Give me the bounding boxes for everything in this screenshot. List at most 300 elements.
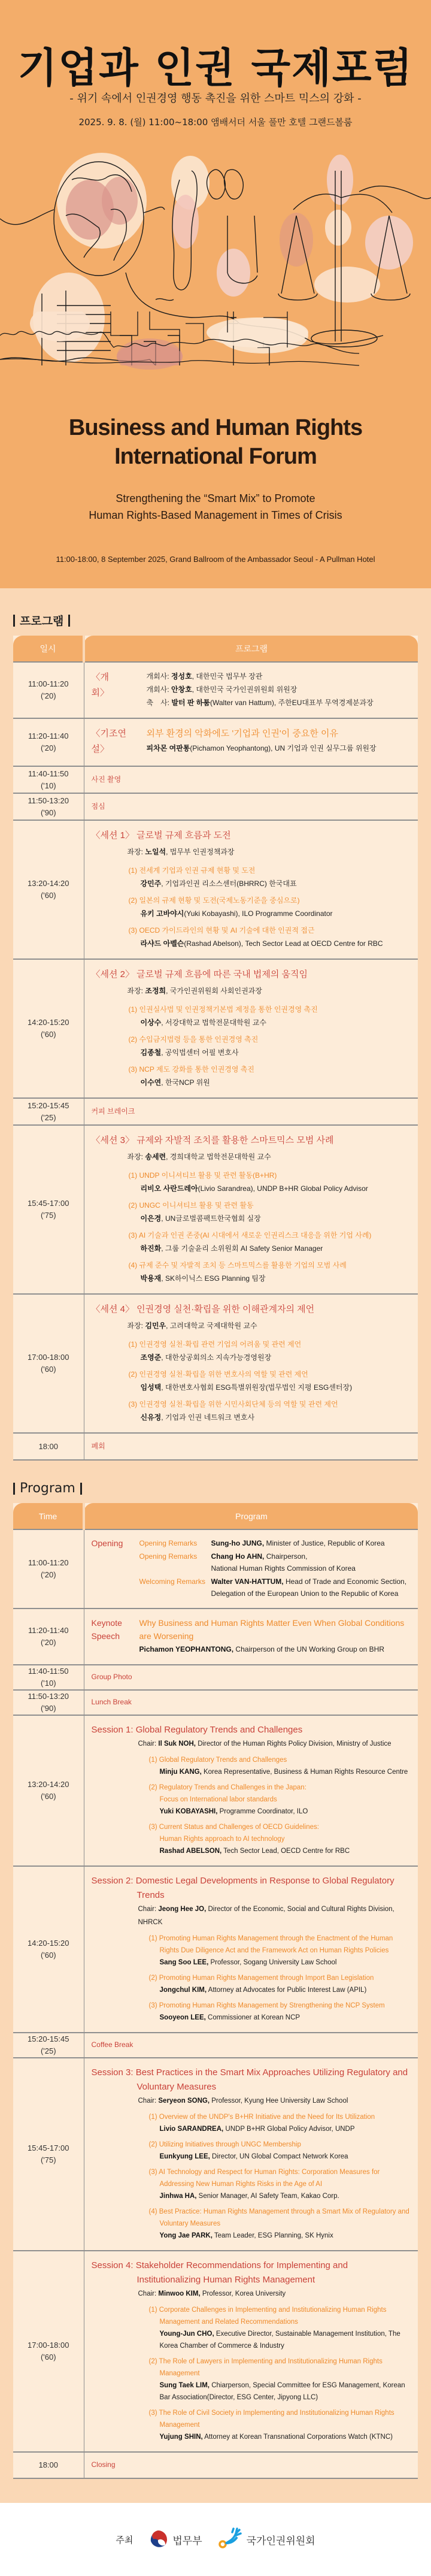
list-item	[92, 1033, 412, 1059]
duration: ('20)	[40, 1638, 56, 1647]
session-title	[92, 1874, 412, 1903]
chair-label: Chair:	[138, 1740, 159, 1747]
speaker-name: 하진화	[140, 1244, 162, 1253]
chair-label: Chair:	[138, 1906, 159, 1913]
time-range: 17:00-18:00	[28, 1353, 69, 1362]
program-cell: Coffee Break	[84, 2033, 418, 2058]
keynote-label-line2: Speech	[91, 1631, 120, 1641]
time-cell	[13, 1294, 84, 1433]
table-row-session1	[13, 820, 418, 959]
session-label: Session 4:	[91, 2260, 133, 2270]
duration: ('20)	[40, 743, 56, 752]
chair-desc: , 법무부 인권정책과장	[166, 848, 235, 856]
speaker-desc: Programme Coordinator, ILO	[217, 1808, 308, 1815]
speaker-desc-2: National Human Rights Commission of Korea	[211, 1564, 356, 1573]
talk-title: (2) 인권경영 실천·확립을 위한 변호사의 역할 및 관련 제언	[128, 1370, 308, 1378]
chair-label: 좌장:	[127, 987, 145, 995]
list-item	[92, 2139, 412, 2163]
chair-name: 조정희	[145, 987, 166, 995]
speaker-name: Yong Jae PARK,	[159, 2232, 213, 2239]
table-row-coffee	[13, 2033, 418, 2058]
chair-desc: Professor, Korea University	[200, 2290, 286, 2297]
speaker-desc: (Walter van Hattum), 주한EU대표부 무역경제분과장	[210, 699, 374, 707]
cityscape-line-icon	[0, 312, 431, 371]
session-title: 〈세션 3〉 규제와 자발적 조치를 활용한 스마트믹스 모범 사례	[91, 1135, 334, 1145]
program-cell: 사진 촬영	[84, 766, 418, 793]
opening-label: Opening	[91, 1538, 123, 1548]
keynote-label	[92, 1616, 139, 1656]
talk-title: (3) OECD 가이드라인의 현황 및 AI 기술에 대한 인권적 접근	[128, 926, 315, 935]
talk-title: (2) Regulatory Trends and Challenges in the Japan:	[148, 1784, 306, 1791]
korean-program-table	[13, 636, 418, 1461]
chair-label: 좌장:	[127, 848, 145, 856]
speaker-desc: Team Leader, ESG Planning, SK Hynix	[212, 2232, 333, 2239]
time-cell	[13, 2251, 84, 2452]
heading-bar-left	[13, 615, 15, 627]
time-range: 11:40-11:50	[28, 769, 69, 778]
talk-title: (3) NCP 제도 강화를 통한 인권경영 촉진	[128, 1065, 254, 1074]
session-label: Session 2:	[91, 1876, 133, 1886]
table-row-session2	[13, 1866, 418, 2033]
talk-title: (1) UNDP 이니셔티브 활용 및 관련 활동(B+HR)	[128, 1171, 277, 1180]
list-item	[92, 1398, 412, 1424]
speaker-name: 이수연	[140, 1078, 162, 1087]
list-item	[92, 924, 412, 950]
duration: ('25)	[40, 1112, 56, 1122]
talk-title: (1) Corporate Challenges in Implementing and Institutionalizing Human Rights Management and Related Recommendations	[148, 2306, 387, 2326]
table-row-opening	[13, 662, 418, 718]
list-item	[92, 2000, 412, 2024]
english-program-heading	[13, 1481, 418, 1496]
list-item	[92, 1199, 412, 1225]
host-label: 주최	[116, 2534, 133, 2545]
duration: ('60)	[40, 1030, 56, 1039]
talk-title-2: Human Rights approach to AI technology	[159, 1836, 285, 1843]
keynote-label-line1: Keynote	[91, 1618, 122, 1628]
duration: ('60)	[40, 1951, 56, 1960]
speaker-desc: Attorney at Advocates for Public Interest Law (APIL)	[207, 1987, 367, 1994]
session-title-text: Global Regulatory Trends and Challenges	[135, 1725, 303, 1735]
speaker-name: Chang Ho AHN,	[211, 1552, 265, 1561]
duration: ('75)	[40, 1211, 56, 1220]
time-range: 11:40-11:50	[28, 1667, 69, 1676]
time-range: 11:20-11:40	[28, 731, 69, 740]
chair-desc: Professor, Kyung Hee University Law School	[210, 2097, 348, 2105]
chair-name: Minwoo KIM,	[158, 2290, 201, 2297]
speaker-name: 김종철	[140, 1048, 162, 1057]
speaker-name: Jinhwa HA,	[159, 2193, 197, 2200]
session-title	[92, 2258, 412, 2287]
speaker-desc: , 대한변호사협회 ESG특별위원장(법무법인 지평 ESG센터장)	[161, 1383, 353, 1392]
list-item	[92, 1259, 412, 1285]
keynote-label: 〈기조연설〉	[91, 728, 126, 754]
table-row-photo	[13, 766, 418, 793]
time-cell	[13, 662, 84, 718]
duration: ('60)	[40, 1792, 56, 1801]
duration: ('10)	[40, 781, 56, 790]
list-item	[92, 1782, 412, 1818]
english-subtitle	[0, 490, 431, 524]
speaker-name: 라샤드 아벨슨	[140, 939, 184, 948]
speaker-desc: Director, UN Global Compact Network Korea	[210, 2153, 348, 2160]
session-label: Session 1:	[91, 1725, 133, 1735]
nhrck-logo	[218, 2527, 315, 2551]
list-item	[92, 864, 412, 890]
talk-title: (2) Utilizing Initiatives through UNGC Membership	[148, 2141, 301, 2148]
english-date-venue: 11:00-18:00, 8 September 2025, Grand Ballroom of the Ambassador Seoul - A Pullman Hotel	[56, 555, 375, 564]
speaker-desc: Executive Director, Sustainable Management Institution, The Korea Chamber of Commerce & Industry	[159, 2330, 400, 2350]
speaker-desc: , 서강대학교 법학전문대학원 교수	[161, 1018, 266, 1027]
speaker-desc: Commissioner at Korean NCP	[205, 2014, 301, 2021]
talk-title: (2) UNGC 이니셔티브 활용 및 관련 활동	[128, 1201, 254, 1210]
hand-logo-icon	[218, 2527, 242, 2551]
chair-name: Seryeon SONG,	[158, 2097, 210, 2105]
program-cell: 점심	[84, 793, 418, 820]
time-range: 11:00-11:20	[28, 1558, 69, 1567]
session-title: 〈세션 4〉 인권경영 실천·확립을 위한 이해관계자의 제언	[91, 1304, 315, 1314]
role: Opening Remarks	[139, 1539, 198, 1547]
list-item	[92, 894, 412, 920]
english-date-band	[0, 551, 431, 588]
time-range: 14:20-15:20	[28, 1018, 69, 1027]
table-row-lunch	[13, 1690, 418, 1715]
chair-name: Il Suk NOH,	[158, 1740, 196, 1747]
time-range: 11:50-13:20	[28, 796, 69, 805]
korean-subtitle: - 위기 속에서 인권경영 행동 촉진을 위한 스마트 믹스의 강화 -	[69, 92, 362, 105]
chair-desc: Director of the Economic, Social and Cultural Rights Division, NHRCK	[138, 1906, 394, 1926]
time-range: 11:50-13:20	[28, 1692, 69, 1701]
time-range: 17:00-18:00	[28, 2341, 69, 2350]
program-cell	[84, 1609, 418, 1665]
session-title-text: Stakeholder Recommendations for Implementing and Institutionalizing Human Rights Management	[135, 2260, 348, 2285]
time-range: 13:20-14:20	[28, 1780, 69, 1789]
program-cell	[84, 1294, 418, 1433]
korean-program-heading	[13, 612, 418, 628]
session-label: Session 3:	[91, 2067, 133, 2078]
talk-title: (2) 수입금지법령 등을 통한 인권경영 촉진	[128, 1035, 259, 1044]
speaker-desc: Korea Representative, Business & Human Rights Resource Centre	[201, 1768, 408, 1776]
speaker-name: 안창호	[171, 685, 192, 694]
time-range: 14:20-15:20	[28, 1939, 69, 1948]
program-cell: 커피 브레이크	[84, 1098, 418, 1125]
speaker-desc: , 대한민국 국가인권위원회 위원장	[192, 685, 298, 694]
duration: ('90)	[40, 808, 56, 817]
table-row-session3	[13, 2058, 418, 2251]
speaker-name: 리비오 사란드레아	[140, 1184, 198, 1193]
session-title-text: Domestic Legal Developments in Response to Global Regulatory Trends	[135, 1876, 394, 1900]
speaker-desc: UNDP B+HR Global Policy Advisor, UNDP	[223, 2125, 355, 2133]
taeguk-emblem-icon	[148, 2529, 168, 2550]
speaker-name: Sung Taek LIM,	[159, 2382, 210, 2389]
speaker-desc: Head of Trade and Economic Section,	[283, 1577, 407, 1586]
chair-name: Jeong Hee JO,	[158, 1906, 207, 1913]
korean-date-venue: 2025. 9. 8. (월) 11:00~18:00 앰배서더 서울 풀만 호텔 그랜드볼룸	[78, 117, 353, 128]
program-cell: Group Photo	[84, 1665, 418, 1690]
talk-title-2: Focus on International labor standards	[159, 1796, 277, 1803]
time-cell	[13, 2033, 84, 2058]
time-range: 15:45-17:00	[28, 2143, 69, 2152]
keynote-title: 외부 환경의 악화에도 '기업과 인권'이 중요한 이유	[146, 728, 339, 739]
program-cell	[84, 959, 418, 1098]
chair-desc: , 국가인권위원회 사회인권과장	[166, 987, 262, 995]
program-cell	[84, 718, 418, 766]
duration: ('75)	[40, 2155, 56, 2164]
list-item	[92, 2304, 412, 2352]
program-cell	[84, 2058, 418, 2251]
time-cell	[13, 1529, 84, 1609]
heading-bar-right	[80, 1483, 82, 1495]
list-item	[92, 1972, 412, 1996]
list-item	[92, 1003, 412, 1029]
list-item	[92, 2166, 412, 2202]
speaker-desc: Chairperson,	[264, 1552, 308, 1561]
program-cell	[84, 1125, 418, 1294]
time-cell	[13, 1609, 84, 1665]
korean-title: 기업과 인권 국제포럼	[17, 45, 414, 92]
talk-title: (2) The Role of Lawyers in Implementing and Institutionalizing Human Rights Management	[148, 2358, 383, 2377]
session-title: 〈세션 1〉 글로벌 규제 흐름과 도전	[91, 830, 231, 840]
talk-title: (3) The Role of Civil Society in Implementing and Institutionalizing Human Rights Management	[148, 2409, 394, 2429]
duration: ('10)	[40, 1679, 56, 1688]
list-item	[92, 1368, 412, 1394]
role: 개회사:	[146, 672, 171, 681]
session-title-text: Best Practices in the Smart Mix Approaches Utilizing Regulatory and Voluntary Measures	[135, 2067, 408, 2092]
english-title	[0, 413, 431, 471]
chair-desc: , 경희대학교 법학전문대학원 교수	[166, 1153, 271, 1161]
speaker-desc: , SK하이닉스 ESG Planning 팀장	[161, 1274, 266, 1283]
chair-desc: Director of the Human Rights Policy Division, Ministry of Justice	[196, 1740, 391, 1747]
program-cell	[84, 1715, 418, 1866]
duration: ('60)	[40, 891, 56, 900]
footer-hosts	[0, 2503, 431, 2576]
list-item	[92, 1933, 412, 1969]
time-cell	[13, 1690, 84, 1715]
table-row-session4	[13, 1294, 418, 1433]
speaker-name: 조영준	[140, 1353, 162, 1362]
program-cell: Closing	[84, 2452, 418, 2478]
speaker-name: Young-Jun CHO,	[159, 2330, 214, 2338]
chair-name: 김민우	[145, 1322, 166, 1330]
list-item	[92, 2356, 412, 2403]
speaker-name: Sung-ho JUNG,	[211, 1539, 265, 1547]
heading-bar-right	[68, 615, 70, 627]
table-row-closing	[13, 1433, 418, 1460]
speaker-name: 피차몬 여판통	[146, 744, 190, 752]
speaker-desc: (Yuki Kobayashi), ILO Programme Coordinator	[184, 909, 333, 918]
speaker-name: 발터 판 하툼	[171, 699, 210, 707]
list-item	[92, 1338, 412, 1364]
duration: ('90)	[40, 1704, 56, 1713]
time-range: 11:20-11:40	[28, 1626, 69, 1635]
table-row-coffee	[13, 1098, 418, 1125]
table-row-closing	[13, 2452, 418, 2478]
speaker-name: Rashad ABELSON,	[159, 1848, 222, 1855]
table-row-lunch	[13, 793, 418, 820]
talk-title: (2) Promoting Human Rights Management through Import Ban Legislation	[148, 1975, 374, 1982]
chair-name: 송세련	[145, 1153, 166, 1161]
ministry-of-justice-name: 법무부	[172, 2535, 202, 2547]
time-range: 15:45-17:00	[28, 1199, 69, 1208]
opening-label: 〈개 회〉	[91, 672, 128, 698]
talk-title: (3) Promoting Human Rights Management by Strengthening the NCP System	[148, 2002, 385, 2009]
speaker-name: 신유정	[140, 1413, 162, 1422]
talk-title: (1) Global Regulatory Trends and Challenges	[148, 1756, 287, 1764]
time-cell	[13, 1665, 84, 1690]
speaker-desc: Chairperson of the UN Working Group on BHR	[233, 1645, 384, 1653]
time-cell	[13, 959, 84, 1098]
talk-title: (3) 인권경영 실천·확립을 위한 시민사회단체 등의 역할 및 관련 제언	[128, 1400, 338, 1408]
list-item	[92, 1229, 412, 1255]
table-row-keynote	[13, 718, 418, 766]
role: Opening Remarks	[139, 1552, 198, 1561]
speaker-name: 박용재	[140, 1274, 162, 1283]
header-time: Time	[13, 1503, 84, 1529]
talk-title: (1) Overview of the UNDP's B+HR Initiative and the Need for Its Utilization	[148, 2114, 375, 2121]
session-title	[92, 2066, 412, 2094]
ministry-of-justice-logo	[148, 2529, 202, 2550]
program-cell	[84, 1529, 418, 1609]
table-row-opening	[13, 1529, 418, 1609]
speaker-name: 유키 고바야시	[140, 909, 184, 918]
time-cell	[13, 793, 84, 820]
header-time: 일시	[13, 636, 84, 662]
speaker-desc: , 한국NCP 위원	[161, 1078, 210, 1087]
program-cell	[84, 662, 418, 718]
talk-title: (1) Promoting Human Rights Management through the Enactment of the Human Rights Due Diligence Act and the Framework Act on Human Rights Policies	[148, 1935, 393, 1954]
speaker-desc: Senior Manager, AI Safety Team, Kakao Corp.	[196, 2193, 339, 2200]
table-row-photo	[13, 1665, 418, 1690]
speaker-desc: Professor, Sogang University Law School	[208, 1959, 337, 1966]
speaker-name: Livio SARANDREA,	[159, 2125, 224, 2133]
duration: ('25)	[40, 2046, 56, 2055]
talk-title: (3) AI 기술과 인권 존중(AI 시대에서 새로운 인권리스크 대응을 위한 기업 사례)	[128, 1231, 372, 1239]
speaker-name: 이은경	[140, 1214, 162, 1223]
talk-title: (4) 규제 준수 및 자발적 조치 등 스마트믹스를 활용한 기업의 모범 사례	[128, 1261, 347, 1269]
speaker-desc: (Pichamon Yeophantong), UN 기업과 인권 실무그룹 위원장	[190, 744, 377, 752]
program-section	[0, 588, 431, 2503]
program-cell	[84, 2251, 418, 2452]
speaker-desc: , 공익법센터 어필 변호사	[161, 1048, 239, 1057]
time-cell	[13, 1866, 84, 2033]
talk-title: (1) 인권경영 실천·확립 관련 기업의 어려움 및 관련 제언	[128, 1340, 302, 1349]
session-title: 〈세션 2〉 글로벌 규제 흐름에 따른 국내 법제의 움직임	[91, 969, 308, 979]
role: 축 사:	[146, 699, 172, 707]
speaker-name: Jongchul KIM,	[159, 1987, 207, 1994]
talk-title: (1) 인권실사법 및 인권정책기본법 제정을 통한 인권경영 촉진	[128, 1005, 318, 1014]
table-row-keynote	[13, 1609, 418, 1665]
speaker-desc: (Rashad Abelson), Tech Sector Lead at OECD Centre for RBC	[184, 939, 383, 948]
role: Welcoming Remarks	[139, 1577, 205, 1586]
time-cell	[13, 1715, 84, 1866]
table-row-session2	[13, 959, 418, 1098]
time-range: 15:20-15:45	[28, 2034, 69, 2043]
time-cell	[13, 1098, 84, 1125]
chair-label: 좌장:	[127, 1322, 145, 1330]
talk-title: (2) 일본의 규제 현황 및 도전(국제노동기준을 중심으로)	[128, 896, 300, 905]
speaker-name: 정성호	[171, 672, 192, 681]
english-subtitle-line2: Human Rights-Based Management in Times of Crisis	[89, 509, 342, 521]
time-cell	[13, 2058, 84, 2251]
chair-desc: , 고려대학교 국제대학원 교수	[166, 1322, 257, 1330]
speaker-desc: , 대한상공회의소 지속가능경영원장	[161, 1353, 272, 1362]
speaker-name: Walter VAN-HATTUM,	[211, 1577, 284, 1586]
speaker-name: 강민주	[140, 879, 162, 888]
english-title-line1: Business and Human Rights	[68, 415, 363, 440]
time-range: 15:20-15:45	[28, 1100, 69, 1110]
chair-name: 노일석	[145, 848, 166, 856]
role: 개회사:	[146, 685, 171, 694]
speaker-name: Sang Soo LEE,	[159, 1959, 209, 1966]
program-cell	[84, 820, 418, 959]
speaker-desc: , 기업과인권 리소스센터(BHRRC) 한국대표	[161, 879, 297, 888]
list-item	[92, 2206, 412, 2242]
list-item	[92, 1821, 412, 1857]
time-range: 13:20-14:20	[28, 879, 69, 888]
chair-label: Chair:	[138, 2097, 159, 2105]
speaker-desc: Tech Sector Lead, OECD Centre for RBC	[221, 1848, 350, 1855]
speaker-name: Minju KANG,	[159, 1768, 202, 1776]
duration: ('20)	[40, 1570, 56, 1579]
speaker-name: Sooyeon LEE,	[159, 2014, 206, 2021]
speaker-desc: , 대한민국 법무부 장관	[192, 672, 263, 681]
header-program: Program	[84, 1503, 418, 1529]
speaker-name: Eunkyung LEE,	[159, 2153, 210, 2160]
program-cell	[84, 1866, 418, 2033]
chair-label: 좌장:	[127, 1153, 145, 1161]
nhrck-name: 국가인권위원회	[246, 2535, 315, 2547]
time-cell	[13, 718, 84, 766]
time-cell	[13, 1125, 84, 1294]
list-item	[92, 1063, 412, 1089]
time-range: 11:00-11:20	[28, 679, 69, 688]
speaker-desc: (Livio Sarandrea), UNDP B+HR Global Policy Advisor	[198, 1184, 368, 1193]
speaker-desc: Minister of Justice, Republic of Korea	[264, 1539, 385, 1547]
korean-program-heading-text: 프로그램	[20, 615, 64, 628]
time-cell: 18:00	[13, 2452, 84, 2478]
speaker-name: Pichamon YEOPHANTONG,	[139, 1645, 234, 1653]
speaker-name: Yuki KOBAYASHI,	[159, 1808, 218, 1815]
speaker-name: 이상수	[140, 1018, 162, 1027]
time-cell: 18:00	[13, 1433, 84, 1460]
duration: ('20)	[40, 691, 56, 700]
keynote-title: Why Business and Human Rights Matter Even When Global Conditions are Worsening	[139, 1618, 405, 1641]
english-title-line2: International Forum	[114, 444, 317, 469]
english-program-table	[13, 1503, 418, 2479]
session-title	[92, 1723, 412, 1737]
talk-title: (4) Best Practice: Human Rights Management through a Smart Mix of Regulatory and Voluntary Measures	[148, 2208, 409, 2227]
talk-title: (3) Current Status and Challenges of OECD Guidelines:	[148, 1824, 319, 1831]
speaker-desc: , 기업과 인권 네트워크 변호사	[161, 1413, 255, 1422]
table-row-session3	[13, 1125, 418, 1294]
talk-title: (3) AI Technology and Respect for Human Rights: Corporation Measures for Addressing New Human Rights Risks in the Age of AI	[148, 2169, 380, 2188]
english-program-heading-text: Program	[20, 1481, 75, 1496]
speaker-desc: Chiarperson, Special Committee for ESG Management, Korean Bar Association(Director, ESG Center, Jipyong LLC)	[159, 2382, 405, 2401]
speaker-desc: , 그룹 기술윤리 소위원회 AI Safety Senior Manager	[161, 1244, 323, 1253]
hero-banner	[0, 0, 431, 551]
duration: ('60)	[40, 2353, 56, 2362]
speaker-name: 임성택	[140, 1383, 162, 1392]
chair-label: Chair:	[138, 2290, 159, 2297]
table-row-session4	[13, 2251, 418, 2452]
speaker-desc: , UN글로벌콤팩트한국협회 실장	[161, 1214, 261, 1223]
list-item	[92, 1754, 412, 1778]
program-cell: Lunch Break	[84, 1690, 418, 1715]
speaker-desc: Attorney at Korean Transnational Corporations Watch (KTNC)	[202, 2433, 393, 2441]
list-item	[92, 2407, 412, 2443]
time-cell	[13, 766, 84, 793]
english-subtitle-line1: Strengthening the “Smart Mix” to Promote	[116, 492, 315, 504]
duration: ('60)	[40, 1365, 56, 1374]
